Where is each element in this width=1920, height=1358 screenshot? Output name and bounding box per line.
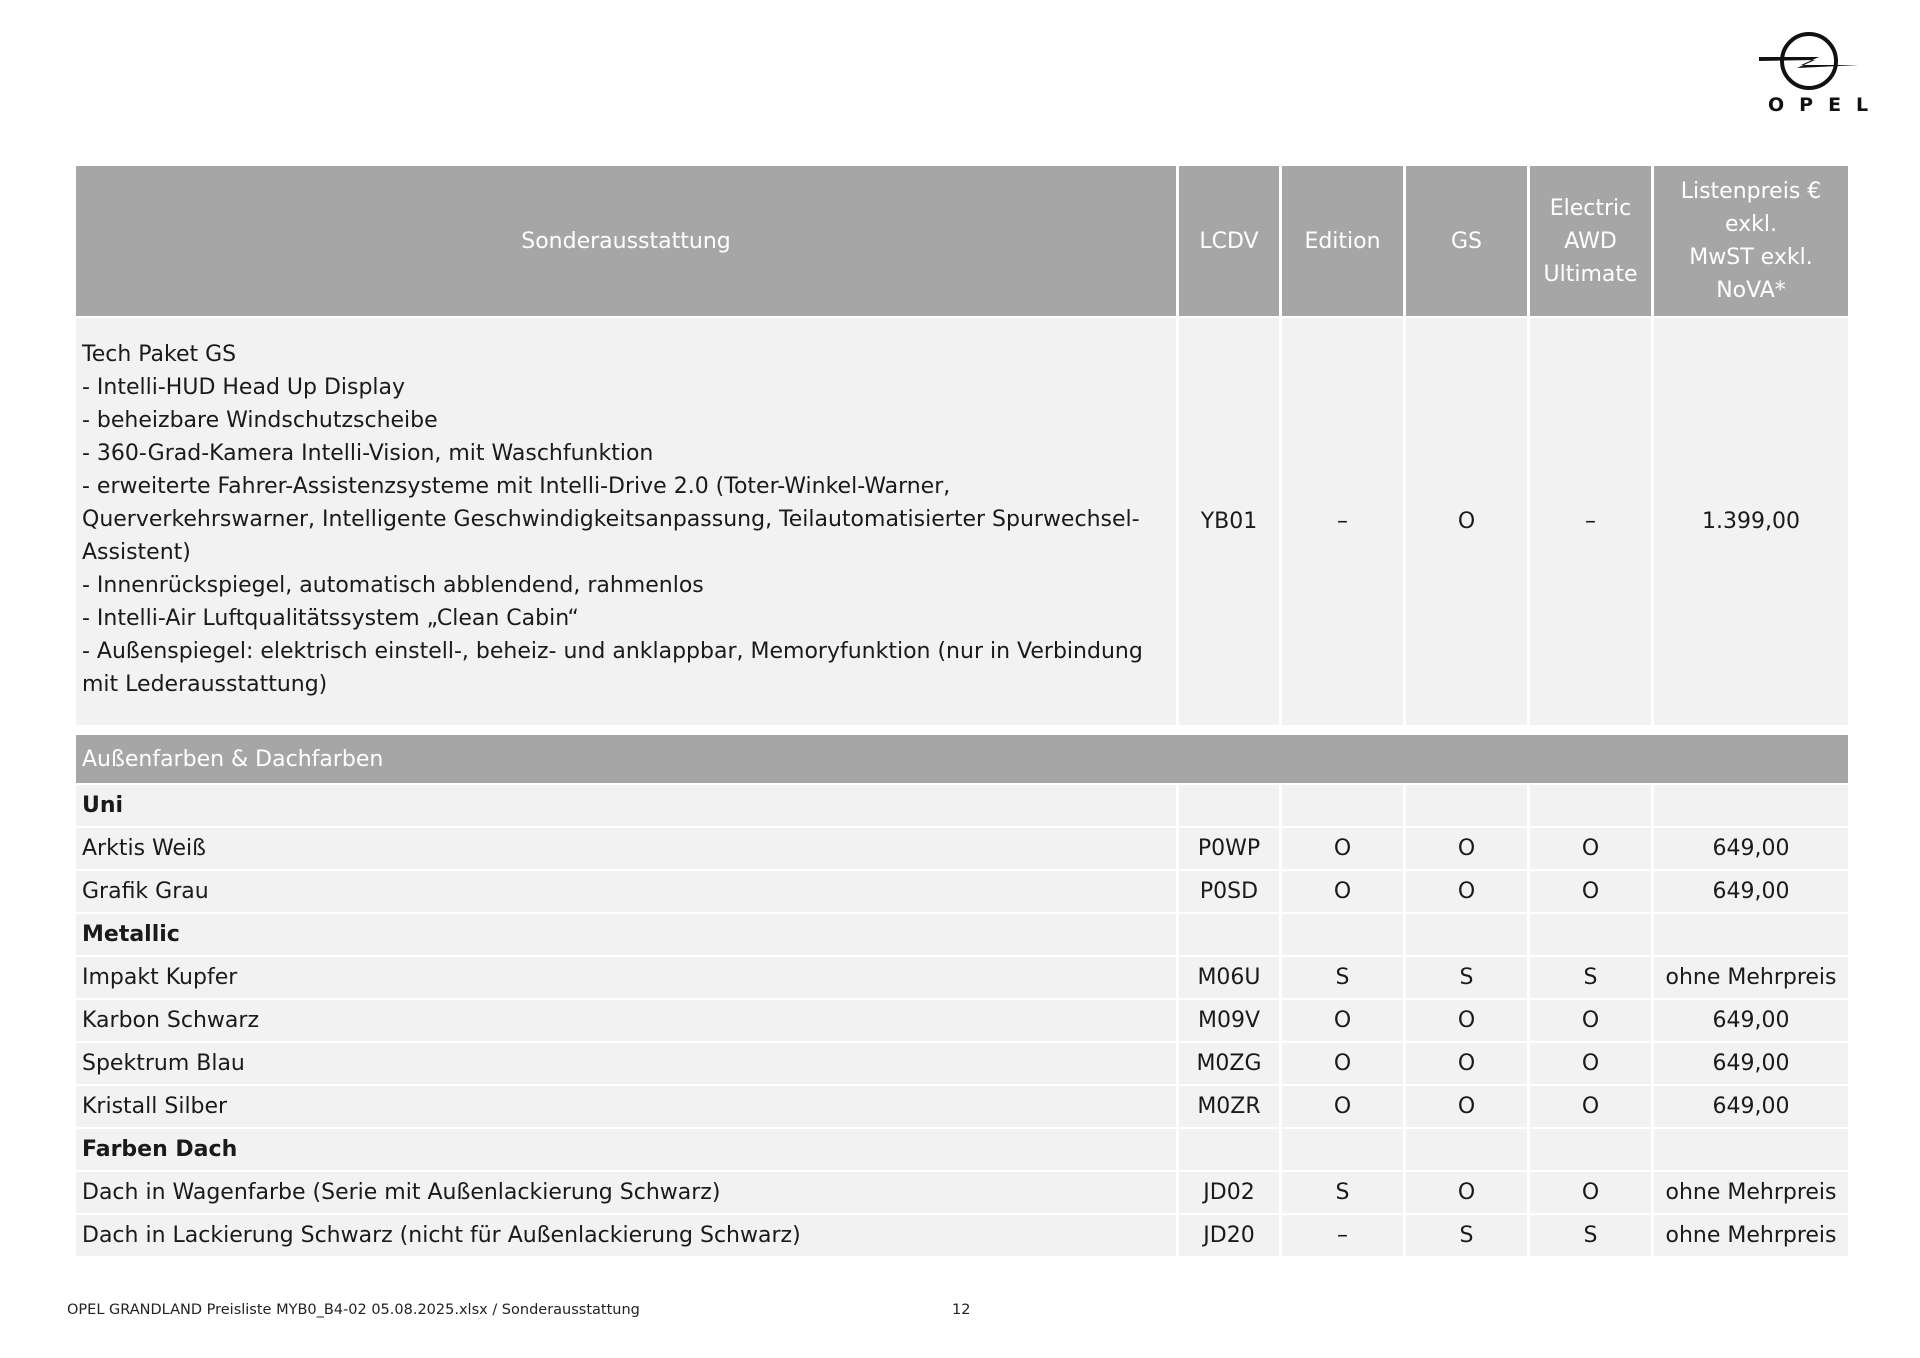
table-row: [76, 1215, 1848, 1256]
header-ultimate-line: AWD: [1564, 228, 1617, 254]
header-edition: Edition: [1282, 166, 1403, 316]
footer-source: OPEL GRANDLAND Preisliste MYB0_B4-02 05.08.2025.xlsx / Sonderausstattung: [67, 1302, 640, 1318]
color-gs: O: [1406, 1000, 1527, 1041]
header-ultimate: [1530, 166, 1651, 316]
color-ultimate: S: [1530, 957, 1651, 998]
package-feature: - 360-Grad-Kamera Intelli-Vision, mit Waschfunktion: [82, 441, 654, 466]
header-price-line: MwST exkl.: [1689, 245, 1813, 270]
color-lcdv: M09V: [1179, 1000, 1279, 1041]
package-lcdv: YB01: [1179, 318, 1279, 725]
color-gs: S: [1406, 957, 1527, 998]
package-row: [76, 318, 1848, 725]
group-title-cell: [76, 785, 1176, 826]
group-title-cell: [76, 914, 1176, 955]
color-name: Impakt Kupfer: [76, 957, 1176, 998]
table-row: [76, 957, 1848, 998]
price-table: [73, 164, 1851, 1258]
color-price: ohne Mehrpreis: [1654, 1215, 1848, 1256]
color-edition: O: [1282, 1086, 1403, 1127]
header-option: Sonderausstattung: [76, 166, 1176, 316]
package-feature: - Intelli-Air Luftqualitätssystem „Clean Cabin“: [82, 606, 579, 631]
spacer-row: [76, 727, 1848, 733]
header-price-line: NoVA*: [1716, 278, 1786, 303]
color-edition: S: [1282, 957, 1403, 998]
color-ultimate: O: [1530, 1000, 1651, 1041]
group-header-row: [76, 785, 1848, 826]
table-row: [76, 1086, 1848, 1127]
color-gs: O: [1406, 1086, 1527, 1127]
color-lcdv: JD02: [1179, 1172, 1279, 1213]
color-name: Dach in Lackierung Schwarz (nicht für Außenlackierung Schwarz): [76, 1215, 1176, 1256]
header-price: [1654, 166, 1848, 316]
section-title: Außenfarben & Dachfarben: [76, 735, 1848, 783]
color-lcdv: P0WP: [1179, 828, 1279, 869]
color-edition: O: [1282, 871, 1403, 912]
color-gs: S: [1406, 1215, 1527, 1256]
color-lcdv: P0SD: [1179, 871, 1279, 912]
brand-name: OPEL: [1768, 94, 1884, 116]
color-ultimate: S: [1530, 1215, 1651, 1256]
package-title: Tech Paket GS: [82, 342, 237, 367]
table-row: [76, 1043, 1848, 1084]
section-header-row: [76, 735, 1848, 783]
color-name: Spektrum Blau: [76, 1043, 1176, 1084]
color-price: 649,00: [1654, 1043, 1848, 1084]
group-title: Metallic: [82, 922, 180, 947]
color-name: Karbon Schwarz: [76, 1000, 1176, 1041]
opel-logo: [1754, 30, 1884, 125]
color-name: Arktis Weiß: [76, 828, 1176, 869]
table-row: [76, 1000, 1848, 1041]
color-lcdv: JD20: [1179, 1215, 1279, 1256]
package-feature: - Außenspiegel: elektrisch einstell-, beheiz- und anklappbar, Memoryfunktion (nur in Verbindung mit Lederausstattung): [82, 639, 1143, 697]
table-row: [76, 1172, 1848, 1213]
color-price: 649,00: [1654, 871, 1848, 912]
color-gs: O: [1406, 1172, 1527, 1213]
package-edition: –: [1282, 318, 1403, 725]
table-row: [76, 871, 1848, 912]
header-gs: GS: [1406, 166, 1527, 316]
group-title: Uni: [82, 793, 124, 818]
group-header-row: [76, 1129, 1848, 1170]
header-ultimate-line: Ultimate: [1543, 261, 1638, 287]
color-ultimate: O: [1530, 828, 1651, 869]
color-name: Dach in Wagenfarbe (Serie mit Außenlackierung Schwarz): [76, 1172, 1176, 1213]
package-feature: - erweiterte Fahrer-Assistenzsysteme mit Intelli-Drive 2.0 (Toter-Winkel-Warner, Querverkehrswarner, Intelligente Geschwindigkeitsanpassung, Teilautomatisierter Spurwechsel-Assistent): [82, 474, 1140, 565]
header-lcdv: LCDV: [1179, 166, 1279, 316]
package-price: 1.399,00: [1654, 318, 1848, 725]
color-gs: O: [1406, 1043, 1527, 1084]
color-ultimate: O: [1530, 1086, 1651, 1127]
color-ultimate: O: [1530, 1043, 1651, 1084]
page-number: 12: [952, 1302, 971, 1318]
color-ultimate: O: [1530, 871, 1651, 912]
package-feature: - Intelli-HUD Head Up Display: [82, 375, 406, 400]
color-price: 649,00: [1654, 828, 1848, 869]
color-edition: S: [1282, 1172, 1403, 1213]
color-price: 649,00: [1654, 1086, 1848, 1127]
group-header-row: [76, 914, 1848, 955]
package-description: [76, 318, 1176, 725]
group-title-cell: [76, 1129, 1176, 1170]
table-header-row: [76, 166, 1848, 316]
color-edition: O: [1282, 1000, 1403, 1041]
color-price: ohne Mehrpreis: [1654, 957, 1848, 998]
table-row: [76, 828, 1848, 869]
color-edition: O: [1282, 828, 1403, 869]
color-gs: O: [1406, 828, 1527, 869]
color-lcdv: M06U: [1179, 957, 1279, 998]
header-price-line: exkl.: [1724, 212, 1777, 237]
color-name: Grafik Grau: [76, 871, 1176, 912]
header-ultimate-line: Electric: [1549, 195, 1632, 221]
color-gs: O: [1406, 871, 1527, 912]
color-price: 649,00: [1654, 1000, 1848, 1041]
package-ultimate: –: [1530, 318, 1651, 725]
package-feature: - Innenrückspiegel, automatisch abblendend, rahmenlos: [82, 573, 704, 598]
opel-blitz-icon: [1757, 30, 1861, 92]
group-title: Farben Dach: [82, 1137, 238, 1162]
header-price-line: Listenpreis €: [1680, 179, 1822, 204]
color-name: Kristall Silber: [76, 1086, 1176, 1127]
color-lcdv: M0ZG: [1179, 1043, 1279, 1084]
color-lcdv: M0ZR: [1179, 1086, 1279, 1127]
color-price: ohne Mehrpreis: [1654, 1172, 1848, 1213]
color-edition: –: [1282, 1215, 1403, 1256]
package-feature: - beheizbare Windschutzscheibe: [82, 408, 438, 433]
package-gs: O: [1406, 318, 1527, 725]
color-ultimate: O: [1530, 1172, 1651, 1213]
color-edition: O: [1282, 1043, 1403, 1084]
